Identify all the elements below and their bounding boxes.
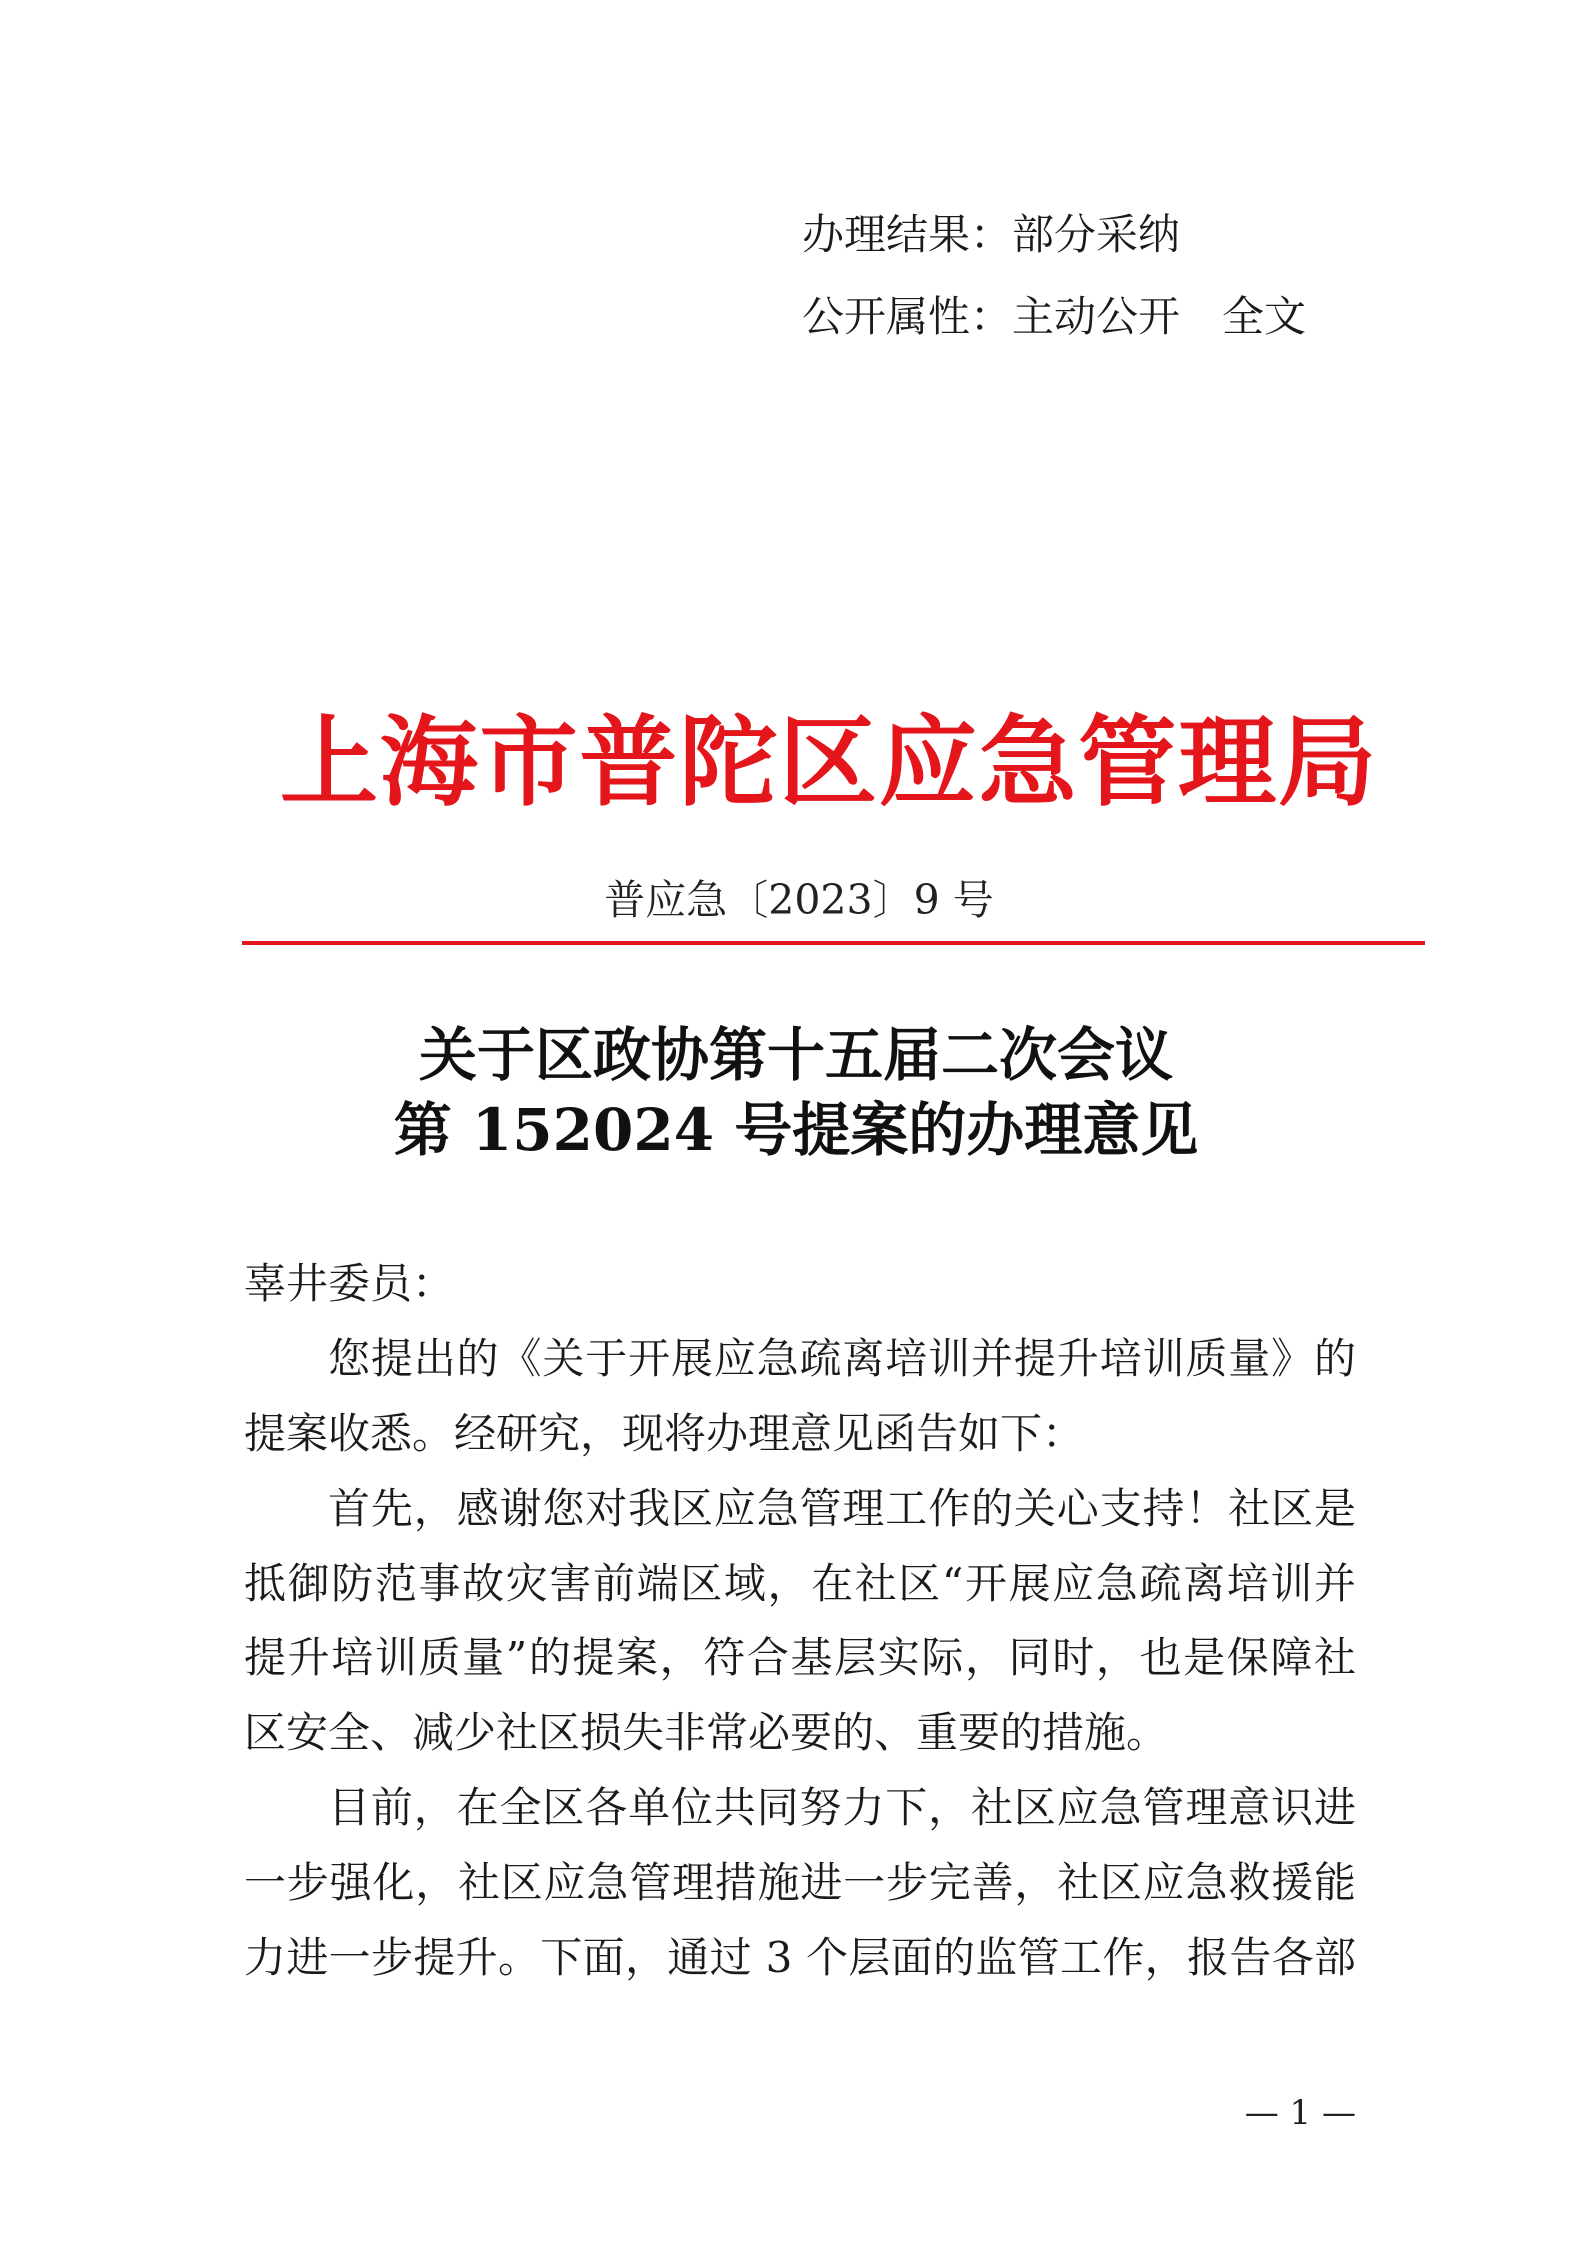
disclosure-attribute [802,292,1306,342]
paragraph-line: 目前，在全区各单位共同努力下，社区应急管理意识进 [328,1783,1356,1833]
body-paragraph-3 [244,1771,1356,1996]
paragraph-line: 区安全、减少社区损失非常必要的、重要的措施。 [244,1708,1169,1758]
paragraph-line: 您提出的《关于开展应急疏离培训并提升培训质量》的 [328,1333,1356,1383]
letterhead-divider [242,941,1425,945]
document-title-line-2: 第 152024 号提案的办理意见 [393,1096,1199,1164]
document-number: 普应急〔2023〕9 号 [604,876,994,924]
salutation: 辜井委员： [244,1259,455,1308]
disclosure-value: 主动公开 [1012,292,1181,341]
handling-result-label: 办理结果： [802,210,1013,259]
document-body [244,1247,1356,1996]
paragraph-line: 抵御防范事故灾害前端区域，在社区“开展应急疏离培训并 [244,1558,1356,1608]
document-title-line-1: 关于区政协第十五届二次会议 [418,1021,1173,1089]
agency-letterhead-title: 上海市普陀区应急管理局 [280,705,1376,820]
body-paragraph-2 [244,1472,1356,1772]
handling-result [802,210,1180,260]
paragraph-line: 力进一步提升。下面，通过 3 个层面的监管工作，报告各部 [244,1933,1356,1983]
body-paragraph-1 [244,1322,1356,1472]
disclosure-label: 公开属性： [802,292,1013,341]
paragraph-line: 首先，感谢您对我区应急管理工作的关心支持！社区是 [328,1483,1356,1533]
paragraph-line: 提案收悉。经研究，现将办理意见函告如下： [244,1408,1085,1458]
page-number: — 1 — [1244,2093,1356,2133]
handling-result-value: 部分采纳 [1012,210,1181,259]
disclosure-scope: 全文 [1222,292,1307,341]
paragraph-line: 一步强化，社区应急管理措施进一步完善，社区应急救援能 [244,1858,1356,1908]
paragraph-line: 提升培训质量”的提案，符合基层实际，同时，也是保障社 [244,1633,1356,1683]
